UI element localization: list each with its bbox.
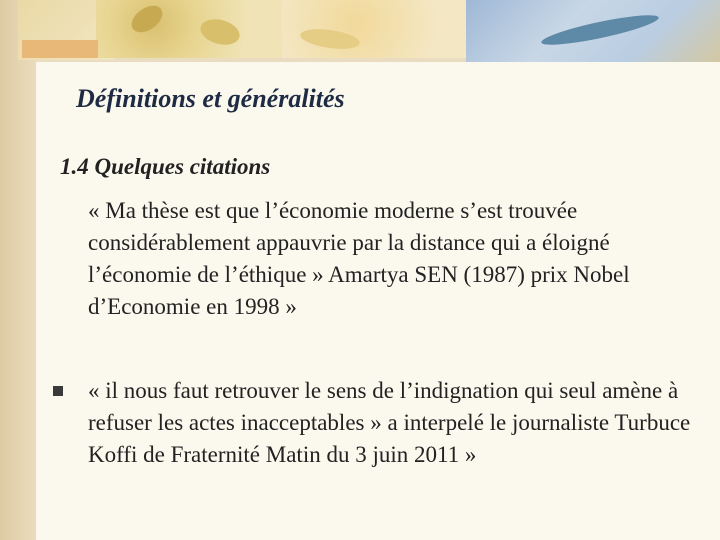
section-subtitle: 1.4 Quelques citations — [60, 154, 271, 179]
slide-title: Définitions et généralités — [76, 84, 345, 113]
decorative-banner — [0, 0, 720, 62]
quote-koffi: « il nous faut retrouver le sens de l’indignation qui seul amène à refuser les actes inacceptables » a interpelé le journaliste Turbuce Koffi de Fraternité Matin du 3 juin 2011 » — [88, 378, 691, 467]
square-bullet-icon — [53, 386, 63, 396]
banner-tile — [96, 0, 286, 58]
accent-bar — [22, 40, 98, 58]
quote-sen: « Ma thèse est que l’économie moderne s’est trouvée considérablement appauvrie par la distance qui a éloigné l’économie de l’éthique » Amartya SEN (1987) prix Nobel d’Economie en 1998 » — [88, 198, 630, 319]
left-decorative-strip — [0, 0, 36, 540]
